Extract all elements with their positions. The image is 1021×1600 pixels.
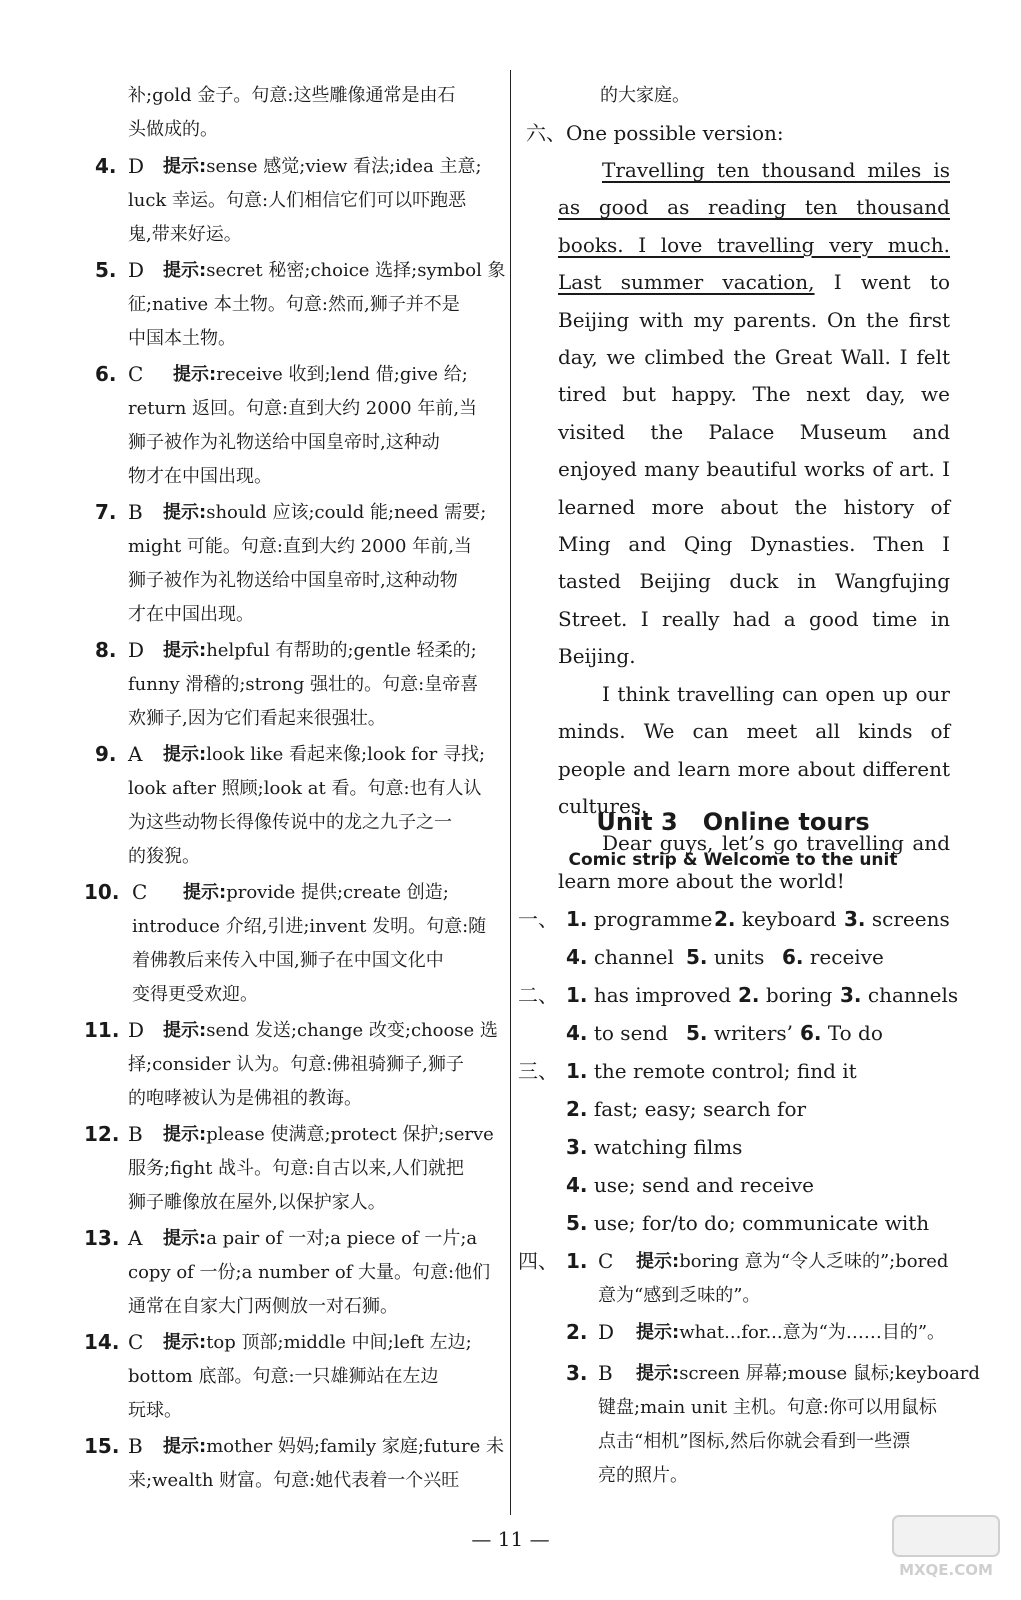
- item-line: 通常在自家大门两侧放一对石狮。: [128, 1296, 398, 1317]
- item-hint: 提示:top 顶部;middle 中间;left 左边;: [163, 1332, 472, 1353]
- item-number: 11.: [84, 1018, 120, 1042]
- item-line: bottom 底部。句意:一只雄狮站在左边: [128, 1366, 439, 1387]
- answer-row: 1. the remote control; find it: [566, 1059, 857, 1083]
- item-line: copy of 一份;a number of 大量。句意:他们: [128, 1262, 491, 1283]
- section-2-label: 二、: [518, 983, 558, 1007]
- item-answer: D: [128, 258, 145, 282]
- answer-row: 3. channels: [840, 983, 959, 1007]
- section-6-label: 六、One possible version:: [526, 121, 784, 145]
- item-line: 狮子被作为礼物送给中国皇帝时,这种动: [128, 432, 440, 453]
- item-answer: B: [128, 500, 143, 524]
- essay-body: I went to Beijing with my parents. On the first day, we climbed the Great Wall. I felt tired but happy. The next day, we visited the Palace Museum and enjoyed many beautiful works of art. I learned more about the history of Ming and Qing Dynasties. Then I tasted Beijing duck in Wangfujing Street. I really had a good time in Beijing.: [558, 270, 950, 669]
- item-line: 择;consider 认为。句意:佛祖骑狮子,狮子: [128, 1054, 464, 1075]
- item-hint: 提示:what...for...意为“为……目的”。: [636, 1322, 946, 1343]
- item-hint: 提示:mother 妈妈;family 家庭;future 未: [163, 1436, 504, 1457]
- watermark-text: MXQE.COM: [899, 1561, 993, 1579]
- item-line: 征;native 本土物。句意:然而,狮子并不是: [128, 294, 460, 315]
- answer-row: 5. writers’: [686, 1021, 794, 1045]
- answer-row: 2. boring: [738, 983, 833, 1007]
- item-hint: 提示:a pair of 一对;a piece of 一片;a: [163, 1228, 478, 1249]
- item-line: 亮的照片。: [598, 1465, 688, 1486]
- item-hint: 提示:send 发送;change 改变;choose 选: [163, 1020, 498, 1041]
- essay-paragraph-2: I think travelling can open up our minds. We can meet all kinds of people and learn more about different cultures.: [558, 681, 950, 818]
- answer-row: 1. programme: [566, 907, 713, 931]
- unit-title: Unit 3 Online tours: [596, 808, 870, 836]
- item-answer: A: [128, 1226, 143, 1250]
- item-line: 点击“相机”图标,然后你就会看到一些漂: [598, 1431, 911, 1452]
- item-answer: D: [128, 1018, 145, 1042]
- item-number: 7.: [95, 500, 117, 524]
- item-hint: 提示:receive 收到;lend 借;give 给;: [173, 364, 468, 385]
- answer-row: 1. has improved: [566, 983, 732, 1007]
- item-3-cont-line-1: 补;gold 金子。句意:这些雕像通常是由石: [128, 85, 456, 106]
- model-essay: [558, 152, 950, 900]
- item-line: funny 滑稽的;strong 强壮的。句意:皇帝喜: [128, 674, 479, 695]
- item-line: 的狻猊。: [128, 846, 200, 867]
- item-number: 10.: [84, 880, 120, 904]
- item-answer: B: [598, 1361, 613, 1385]
- watermark-badge-shape: [893, 1516, 999, 1556]
- item-hint: 提示:look like 看起来像;look for 寻找;: [163, 744, 486, 765]
- item-number: 15.: [84, 1434, 120, 1458]
- item-line: 中国本土物。: [128, 328, 236, 349]
- item-line: introduce 介绍,引进;invent 发明。句意:随: [132, 916, 487, 937]
- item-answer: A: [128, 742, 143, 766]
- item-line: 键盘;main unit 主机。句意:你可以用鼠标: [598, 1397, 937, 1418]
- answer-row: 5. use; for/to do; communicate with: [566, 1211, 930, 1235]
- item-hint: 提示:please 使满意;protect 保护;serve: [163, 1124, 494, 1145]
- item-answer: D: [128, 154, 145, 178]
- column-divider: [510, 70, 511, 1515]
- item-line: 欢狮子,因为它们看起来很强壮。: [128, 708, 386, 729]
- item-number: 14.: [84, 1330, 120, 1354]
- item-line: look after 照顾;look at 看。句意:也有人认: [128, 778, 482, 799]
- item-line: 狮子被作为礼物送给中国皇帝时,这种动物: [128, 570, 458, 591]
- section-4-label: 四、: [518, 1249, 558, 1273]
- item-answer: B: [128, 1434, 143, 1458]
- unit-subtitle: Comic strip & Welcome to the unit: [568, 850, 898, 870]
- item-line: 狮子雕像放在屋外,以保护家人。: [128, 1192, 386, 1213]
- item-answer: D: [598, 1320, 615, 1344]
- page-number: — 11 —: [471, 1527, 550, 1551]
- item-line: 着佛教后来传入中国,狮子在中国文化中: [132, 950, 444, 971]
- item-hint: 提示:boring 意为“令人乏味的”;bored: [636, 1251, 949, 1272]
- essay-paragraph-3: Dear guys, let’s go travelling and learn more about the world!: [558, 831, 950, 893]
- item-hint: 提示:should 应该;could 能;need 需要;: [163, 502, 487, 523]
- item-line: 服务;fight 战斗。句意:自古以来,人们就把: [128, 1158, 464, 1179]
- item-hint: 提示:sense 感觉;view 看法;idea 主意;: [163, 156, 482, 177]
- item-answer: C: [132, 880, 148, 904]
- item-number: 2.: [566, 1320, 588, 1344]
- answer-row: 4. use; send and receive: [566, 1173, 815, 1197]
- item-line: might 可能。句意:直到大约 2000 年前,当: [128, 536, 472, 557]
- section-1-label: 一、: [518, 907, 558, 931]
- item-answer: C: [598, 1249, 614, 1273]
- item-answer: D: [128, 638, 145, 662]
- item-number: 12.: [84, 1122, 120, 1146]
- item-number: 9.: [95, 742, 117, 766]
- item-number: 1.: [566, 1249, 588, 1273]
- item-number: 8.: [95, 638, 117, 662]
- answer-row: 3. watching films: [566, 1135, 743, 1159]
- item-line: 的咆哮被认为是佛祖的教诲。: [128, 1088, 362, 1109]
- item-hint: 提示:secret 秘密;choice 选择;symbol 象: [163, 260, 506, 281]
- answer-row: 6. To do: [800, 1021, 883, 1045]
- answer-row: 2. keyboard: [714, 907, 837, 931]
- item-line: 来;wealth 财富。句意:她代表着一个兴旺: [128, 1470, 460, 1491]
- item-line: 才在中国出现。: [128, 604, 254, 625]
- item-number: 5.: [95, 258, 117, 282]
- item-number: 6.: [95, 362, 117, 386]
- item-number: 4.: [95, 154, 117, 178]
- answer-row: 2. fast; easy; search for: [566, 1097, 807, 1121]
- item-line: 变得更受欢迎。: [132, 984, 258, 1005]
- essay-paragraph-1: [558, 152, 950, 676]
- answer-row: 6. receive: [782, 945, 884, 969]
- item-line: 物才在中国出现。: [128, 466, 272, 487]
- item-answer: C: [128, 362, 144, 386]
- item-3-cont-line-2: 头做成的。: [128, 119, 218, 140]
- item-hint: 提示:screen 屏幕;mouse 鼠标;keyboard: [636, 1363, 980, 1384]
- answer-row: 5. units: [686, 945, 765, 969]
- answer-row: 3. screens: [844, 907, 950, 931]
- item-line: return 返回。句意:直到大约 2000 年前,当: [128, 398, 478, 419]
- answer-row: 4. channel: [566, 945, 674, 969]
- answer-row: 4. to send: [566, 1021, 669, 1045]
- item-line: 为这些动物长得像传说中的龙之九子之一: [128, 812, 452, 833]
- item-line: 意为“感到乏味的”。: [598, 1285, 761, 1306]
- item-answer: C: [128, 1330, 144, 1354]
- item-number: 13.: [84, 1226, 120, 1250]
- watermark-logo: [891, 1512, 1001, 1582]
- essay-underlined-opening: Travelling ten thousand miles is as good as reading ten thousand books. I love travelling very much. Last summer vacation,: [558, 158, 950, 295]
- item-hint: 提示:helpful 有帮助的;gentle 轻柔的;: [163, 640, 477, 661]
- item-number: 3.: [566, 1361, 588, 1385]
- item-line: luck 幸运。句意:人们相信它们可以吓跑恶: [128, 190, 467, 211]
- item-line: 鬼,带来好运。: [128, 224, 242, 245]
- section-3-label: 三、: [518, 1059, 558, 1083]
- item-15-cont-line: 的大家庭。: [600, 85, 690, 106]
- item-answer: B: [128, 1122, 143, 1146]
- item-line: 玩球。: [128, 1400, 182, 1421]
- item-hint: 提示:provide 提供;create 创造;: [183, 882, 449, 903]
